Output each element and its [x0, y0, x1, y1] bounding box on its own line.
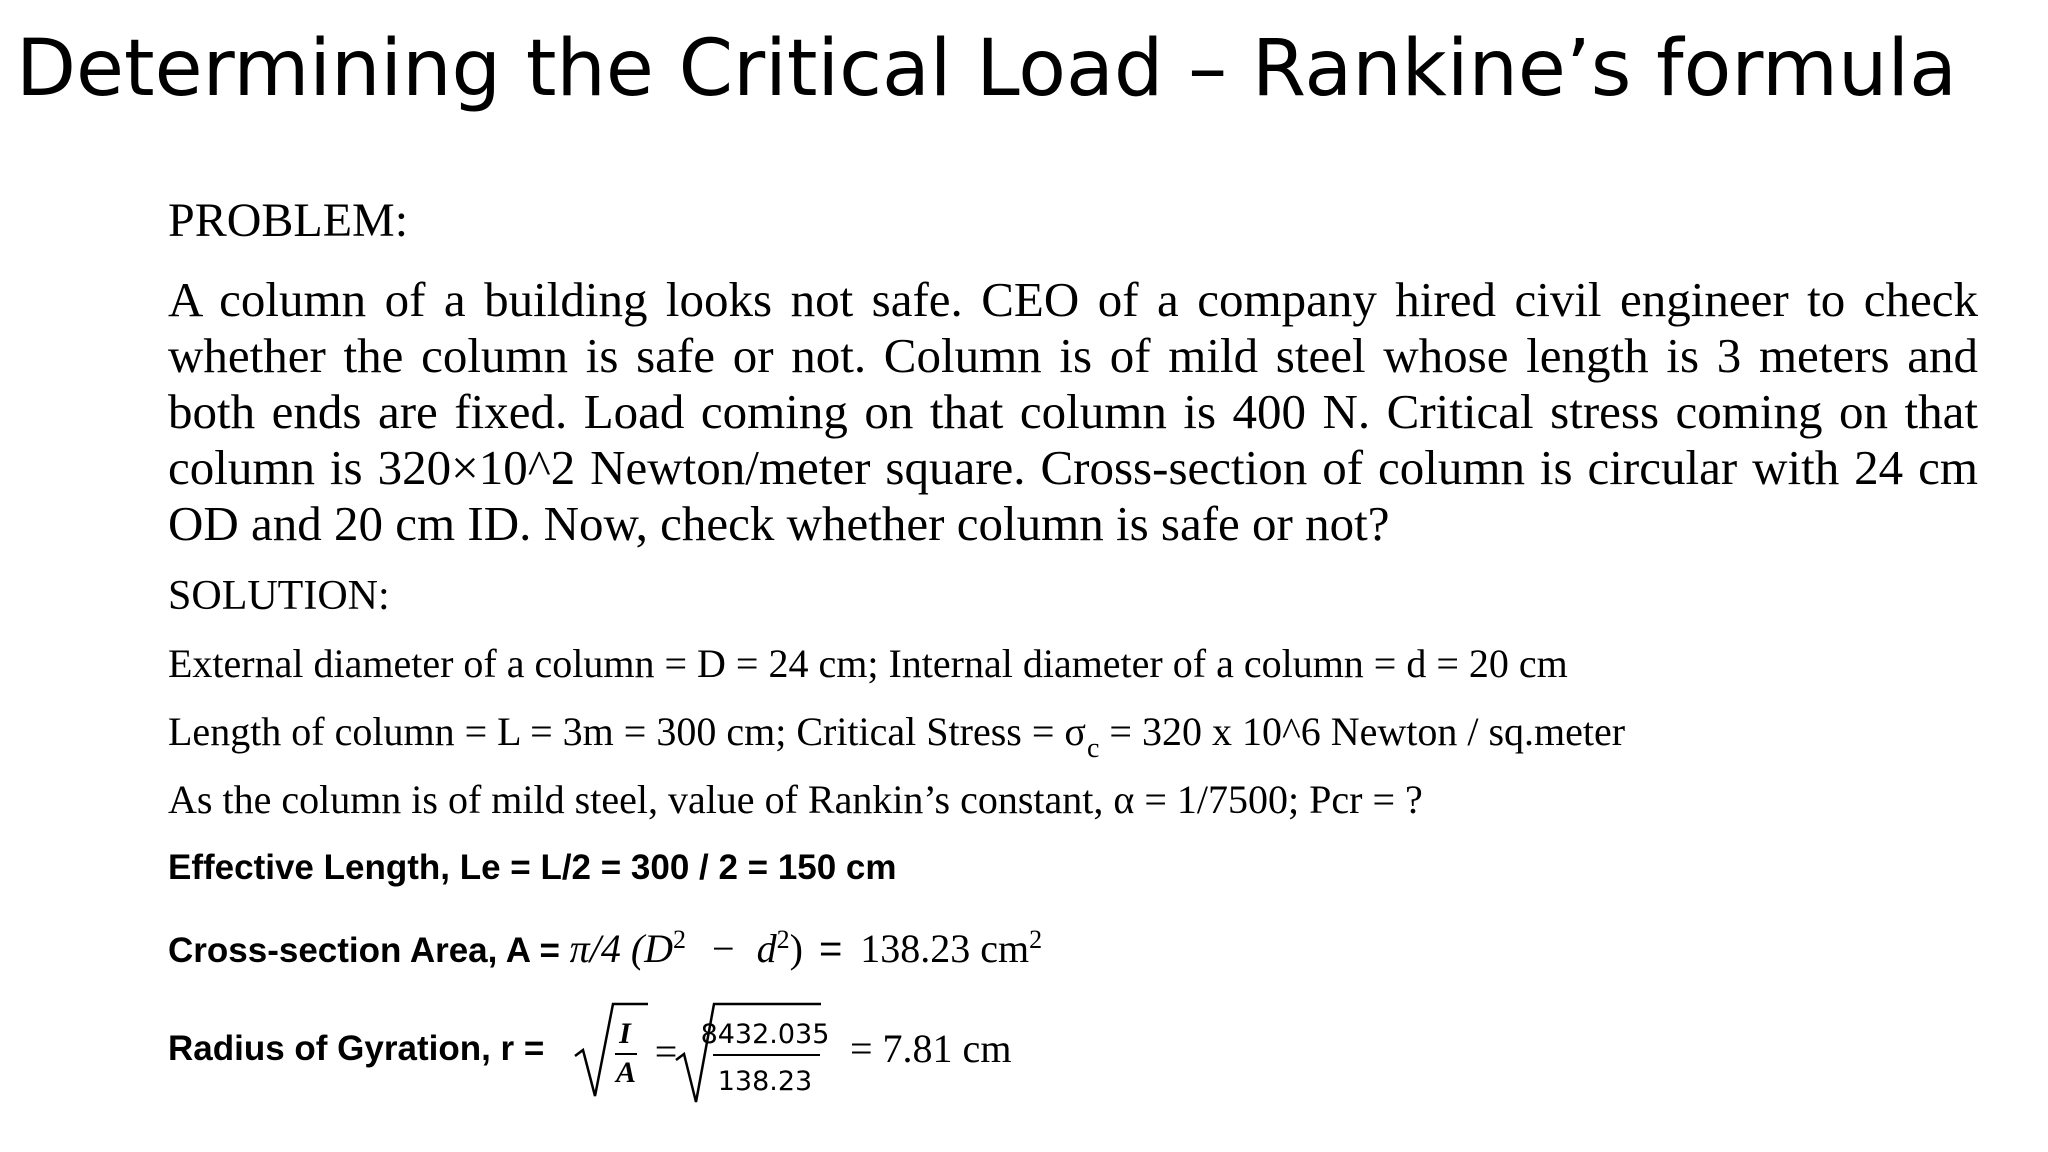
area-close-paren: ) — [789, 926, 803, 971]
gyration-line — [168, 1017, 1012, 1097]
gyration-formula — [573, 998, 848, 1103]
slide-title: Determining the Critical Load – Rankine’s formula — [16, 24, 1957, 114]
area-square-2: 2 — [776, 925, 790, 954]
area-square-1: 2 — [673, 925, 687, 954]
solution-heading: SOLUTION: — [168, 573, 390, 619]
effective-length-line: Effective Length, Le = L/2 = 300 / 2 = 150 cm — [168, 848, 897, 887]
stress-value-text: = 320 x 10^6 Newton / sq.meter — [1099, 709, 1626, 754]
area-result-square: 2 — [1029, 925, 1043, 954]
area-equals: = — [818, 927, 843, 971]
area-label: Cross-section Area, A = — [168, 931, 570, 970]
area-result: 138.23 cm — [860, 926, 1030, 971]
numerator-value: 8432.035 — [700, 1019, 830, 1050]
length-stress-line — [168, 704, 1625, 765]
diameters-line: External diameter of a column = D = 24 cm; Internal diameter of a column = d = 20 cm — [168, 641, 1568, 686]
length-stress-text: Length of column = L = 3m = 300 cm; Critical Stress = σ — [168, 709, 1086, 754]
gyration-equals: = — [654, 1029, 678, 1074]
problem-heading: PROBLEM: — [168, 194, 409, 247]
area-outer-diameter: D — [644, 926, 674, 971]
area-minus: − — [712, 926, 735, 971]
area-pi-fraction: π/4 ( — [569, 926, 645, 971]
stress-subscript: c — [1086, 733, 1100, 764]
gyration-label: Radius of Gyration, r = — [168, 1029, 545, 1068]
rankine-constant-line: As the column is of mild steel, value of Rankin’s constant, α = 1/7500; Pcr = ? — [168, 777, 1423, 822]
area-line — [168, 921, 1042, 982]
denominator-value: 138.23 — [717, 1066, 813, 1097]
gyration-result: = 7.81 cm — [850, 1026, 1012, 1071]
fraction-denominator-A: A — [615, 1056, 637, 1089]
problem-statement: A column of a building looks not safe. CEO of a company hired civil engineer to check whether the column is safe or not. Column is of mild steel whose length is 3 meters and both ends are fixed. Load coming on that column is 400 N. Critical stress coming on that column is 320×10^2 Newton/meter square. Cross-section of column is circular with 24 cm OD and 20 cm ID. Now, check whether column is safe or not? — [168, 272, 1978, 551]
fraction-numerator-I: I — [619, 1017, 631, 1050]
sqrt-symbol-1 — [575, 1004, 648, 1096]
area-inner-diameter: d — [756, 926, 777, 971]
